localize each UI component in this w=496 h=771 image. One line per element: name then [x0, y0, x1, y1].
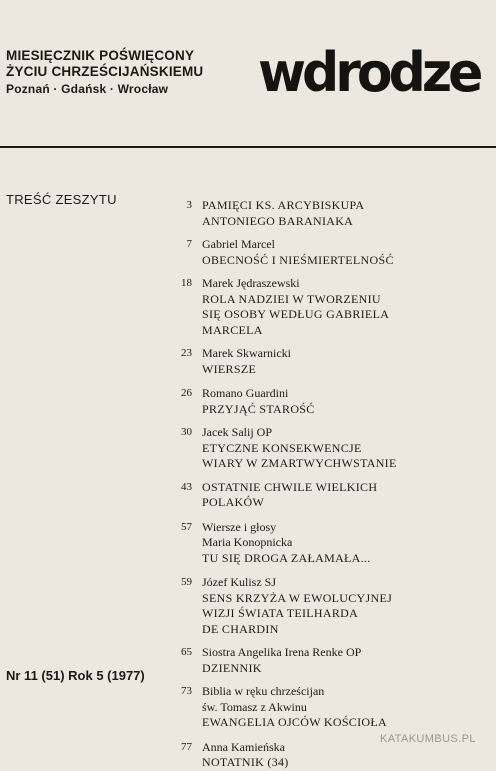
toc-title-line: ROLA NADZIEI W TWORZENIU: [202, 291, 381, 306]
toc-entry: [166, 684, 488, 731]
toc-title-line: WIARY W ZMARTWYCHWSTANIE: [202, 456, 397, 470]
toc-page-number: 23: [181, 347, 192, 359]
toc-title-line: DZIENNIK: [202, 660, 262, 675]
toc-entry: [166, 425, 488, 472]
toc-title-line: WIZJI ŚWIATA TEILHARDA: [202, 606, 359, 620]
toc-author-line: św. Tomasz z Akwinu: [202, 699, 307, 714]
toc-author-line: Józef Kulisz SJ: [202, 575, 276, 589]
toc-title-line: EWANGELIA OJCÓW KOŚCIOŁA: [202, 715, 387, 729]
toc-title-line: PRZYJĄĆ STAROŚĆ: [202, 401, 315, 416]
toc-title-line: PAMIĘCI KS. ARCYBISKUPA: [202, 198, 365, 212]
toc-entry: [166, 520, 488, 567]
toc-title-line: NOTATNIK (34): [202, 755, 289, 769]
table-of-contents: [166, 190, 488, 771]
toc-page-number: 26: [181, 387, 192, 399]
toc-title-line: SIĘ OSOBY WEDŁUG GABRIELA: [202, 307, 390, 321]
masthead-line-1: MIESIĘCZNIK POŚWIĘCONY: [6, 48, 195, 63]
toc-page-number: 7: [186, 238, 192, 250]
toc-page-number: 73: [181, 685, 192, 697]
toc-entry: [166, 645, 488, 676]
toc-page-number: 18: [181, 277, 192, 289]
toc-title-line: OBECNOŚĆ I NIEŚMIERTELNOŚĆ: [202, 252, 394, 267]
toc-entry: [166, 480, 488, 511]
watermark: KATAKUMBUS.PL: [380, 733, 476, 745]
toc-title-line: MARCELA: [202, 322, 263, 337]
toc-entry: [166, 575, 488, 637]
toc-title-line: DE CHARDIN: [202, 621, 279, 636]
toc-page-number: 59: [181, 576, 192, 588]
toc-heading: TREŚĆ ZESZYTU: [6, 192, 117, 207]
issue-number: Nr 11 (51) Rok 5 (1977): [6, 668, 145, 683]
toc-entry: [166, 346, 488, 377]
toc-page-number: 43: [181, 480, 192, 493]
masthead: [6, 48, 246, 97]
toc-title-line: ANTONIEGO BARANIAKA: [202, 213, 354, 228]
toc-author-line: Gabriel Marcel: [202, 237, 275, 251]
toc-entry: [166, 237, 488, 268]
toc-author-line: Biblia w ręku chrześcijan: [202, 684, 325, 698]
masthead-cities: Poznań · Gdańsk · Wrocław: [6, 82, 169, 96]
toc-author-line: Wiersze i głosy: [202, 519, 277, 534]
toc-entry: [166, 198, 488, 229]
toc-author-line: Siostra Angelika Irena Renke OP: [202, 645, 362, 659]
toc-page-number: 3: [186, 199, 192, 211]
toc-author-line: Romano Guardini: [202, 386, 289, 400]
toc-page-number: 30: [181, 426, 192, 438]
toc-title-line: SENS KRZYŻA W EWOLUCYJNEJ: [202, 590, 393, 605]
toc-entry: [166, 386, 488, 417]
toc-author-line: Maria Konopnicka: [202, 535, 293, 549]
toc-page-number: 77: [181, 740, 192, 753]
toc-page-number: 57: [181, 520, 192, 533]
magazine-logo: [258, 41, 480, 105]
header-divider: [0, 146, 496, 148]
toc-title-line: TU SIĘ DROGA ZAŁAMAŁA...: [202, 550, 371, 565]
toc-title-line: ETYCZNE KONSEKWENCJE: [202, 440, 362, 455]
toc-author-line: Jacek Salij OP: [202, 425, 272, 439]
toc-entry: [166, 276, 488, 338]
toc-page-number: 65: [181, 646, 192, 658]
toc-author-line: Marek Skwarnicki: [202, 346, 291, 360]
masthead-line-2: ŻYCIU CHRZEŚCIJAŃSKIEMU: [6, 64, 204, 79]
toc-title-line: WIERSZE: [202, 361, 257, 376]
toc-author-line: Marek Jędraszewski: [202, 276, 300, 290]
toc-title-line: POLAKÓW: [202, 495, 265, 509]
logo-text: wdrodze: [258, 41, 480, 105]
toc-author-line: Anna Kamieńska: [202, 739, 285, 754]
toc-title-line: OSTATNIE CHWILE WIELKICH: [202, 479, 378, 494]
